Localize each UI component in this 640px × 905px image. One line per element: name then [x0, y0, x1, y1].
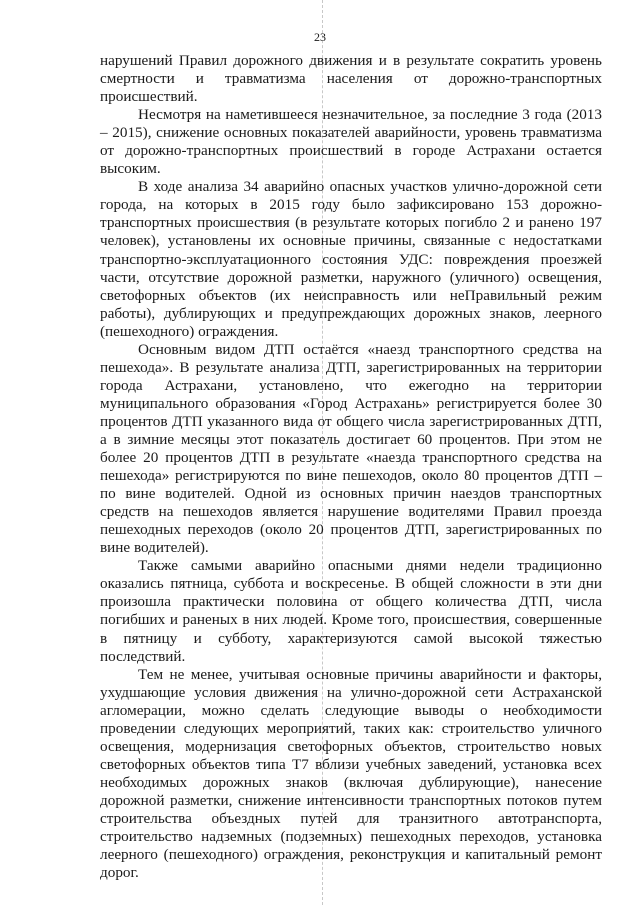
paragraph-2: Несмотря на наметившееся незначительное, за последние 3 года (2013 – 2015), снижение основных показателей аварийности, уровень травматизма от дорожно-транспортных происшествий в городе Астрахани остается высоким.	[100, 106, 602, 178]
page-number: 23	[314, 30, 326, 44]
body-text	[100, 52, 602, 882]
paragraph-1: нарушений Правил дорожного движения и в результате сократить уровень смертности и травматизма населения от дорожно-транспортных происшествий.	[100, 52, 602, 106]
paragraph-3: В ходе анализа 34 аварийно опасных участков улично-дорожной сети города, на которых в 2015 году было зафиксировано 153 дорожно-транспортных происшествия (в результате которых погибло 2 и ранено 197 человек), установлены их основные причины, связанные с недостатками транспортно-эксплуатационного состояния УДС: повреждения проезжей части, отсутствие дорожной разметки, наружного (уличного) освещения, светофорных объектов (их неисправность или неПравильный режим работы), дублирующих и предупреждающих дорожных знаков, леерного (пешеходного) ограждения.	[100, 178, 602, 340]
paragraph-4: Основным видом ДТП остаётся «наезд транспортного средства на пешехода». В результате анализа ДТП, зарегистрированных на территории города Астрахани, установлено, что ежегодно на территории муниципального образования «Город Астрахань» регистрируется более 30 процентов ДТП указанного вида от общего числа зарегистрированных ДТП, а в зимние месяцы этот показатель достигает 60 процентов. При этом не более 20 процентов ДТП в результате «наезда транспортного средства на пешехода» регистрируются по вине пешеходов, около 80 процентов ДТП – по вине водителей. Одной из основных причин наездов транспортных средств на пешеходов является нарушение водителями Правил проезда пешеходных переходов (около 20 процентов ДТП, зарегистрированных по вине водителей).	[100, 340, 602, 557]
paragraph-6: Тем не менее, учитывая основные причины аварийности и факторы, ухудшающие условия движения на улично-дорожной сети Астраханской агломерации, можно сделать следующие выводы о необходимости проведении следующих мероприятий, таких как: строительство уличного освещения, модернизация светофорных объектов, строительство новых светофорных объектов типа Т7 вблизи учебных заведений, установка всех необходимых дорожных знаков (включая дублирующие), нанесение дорожной разметки, снижение интенсивности транспортных потоков путем строительства объездных путей для транзитного автотранспорта, строительство надземных (подземных) пешеходных переходов, установка леерного (пешеходного) ограждения, реконструкция и капитальный ремонт дорог.	[100, 665, 602, 882]
paragraph-5: Также самыми аварийно опасными днями недели традиционно оказались пятница, суббота и воскресенье. В общей сложности в эти дни произошла практически половина от общего количества ДТП, числа погибших и раненых в них людей. Кроме того, происшествия, совершенные в пятницу и субботу, характеризуются самой высокой тяжестью последствий.	[100, 557, 602, 665]
